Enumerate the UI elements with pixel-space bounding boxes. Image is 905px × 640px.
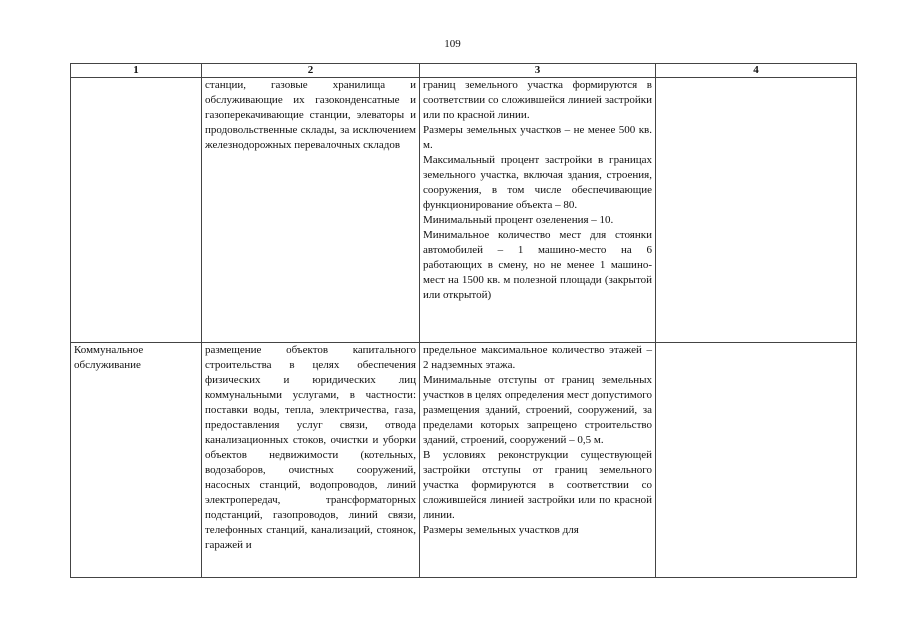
parameter-paragraph: Минимальные отступы от границ земельных участков в целях определения мест допустимого размещения зданий, строений, сооружений, за пределами которых запрещено строительство зданий, строений, сооружений – 0,5 м. (423, 374, 652, 446)
parameter-paragraph: Размеры земельных участков – не менее 500 кв. м. (423, 124, 652, 151)
parameter-paragraph: Минимальное количество мест для стоянки автомобилей – 1 машино-место на 6 работающих в смену, но не менее 1 машино-мест на 1500 кв. м полезной площади (закрытой или открытой) (423, 229, 652, 301)
parameter-paragraph: предельное максимальное количество этажей – 2 надземных этажа. (423, 344, 652, 371)
notes-cell (656, 78, 857, 343)
table-row (71, 78, 857, 343)
use-type-cell (71, 78, 202, 343)
parameter-paragraph: В условиях реконструкции существующей застройки отступы от границ земельного участка формируются в соответствии со сложившейся линией застройки или по красной линии. (423, 449, 652, 521)
parameters-cell (420, 78, 656, 343)
parameter-paragraph: Максимальный процент застройки в границах земельного участка, включая здания, строения, сооружения, в том числе обеспечивающие функционирование объекта – 80. (423, 154, 652, 211)
parameters-cell (420, 343, 656, 578)
page-number: 109 (444, 38, 461, 50)
column-header: 4 (656, 64, 857, 78)
parameter-paragraph: Минимальный процент озеленения – 10. (423, 214, 614, 226)
parameter-paragraph: Размеры земельных участков для (423, 524, 579, 536)
notes-cell (656, 343, 857, 578)
table-header-row (71, 64, 857, 78)
column-header: 1 (71, 64, 202, 78)
use-description-cell: станции, газовые хранилища и обслуживающие их газоконденсатные и газоперекачивающие станции, элеваторы и продовольственные склады, за исключением железнодорожных перевалочных складов (202, 78, 420, 343)
use-type-cell: Коммунальное обслуживание (71, 343, 202, 578)
table-row (71, 343, 857, 578)
use-description-cell: размещение объектов капитального строительства в целях обеспечения физических и юридических лиц коммунальными услугами, в частности: поставки воды, тепла, электричества, газа, предоставления услуг связи, отвода канализационных стоков, очистки и уборки объектов недвижимости (котельных, водозаборов, очистных сооружений, насосных станций, водопроводов, линий электропередач, трансформаторных подстанций, газопроводов, линий связи, телефонных станций, канализаций, стоянок, гаражей и (202, 343, 420, 578)
column-header: 2 (202, 64, 420, 78)
regulations-table (70, 63, 857, 578)
column-header: 3 (420, 64, 656, 78)
parameter-paragraph: границ земельного участка формируются в соответствии со сложившейся линией застройки или по красной линии. (423, 79, 652, 121)
